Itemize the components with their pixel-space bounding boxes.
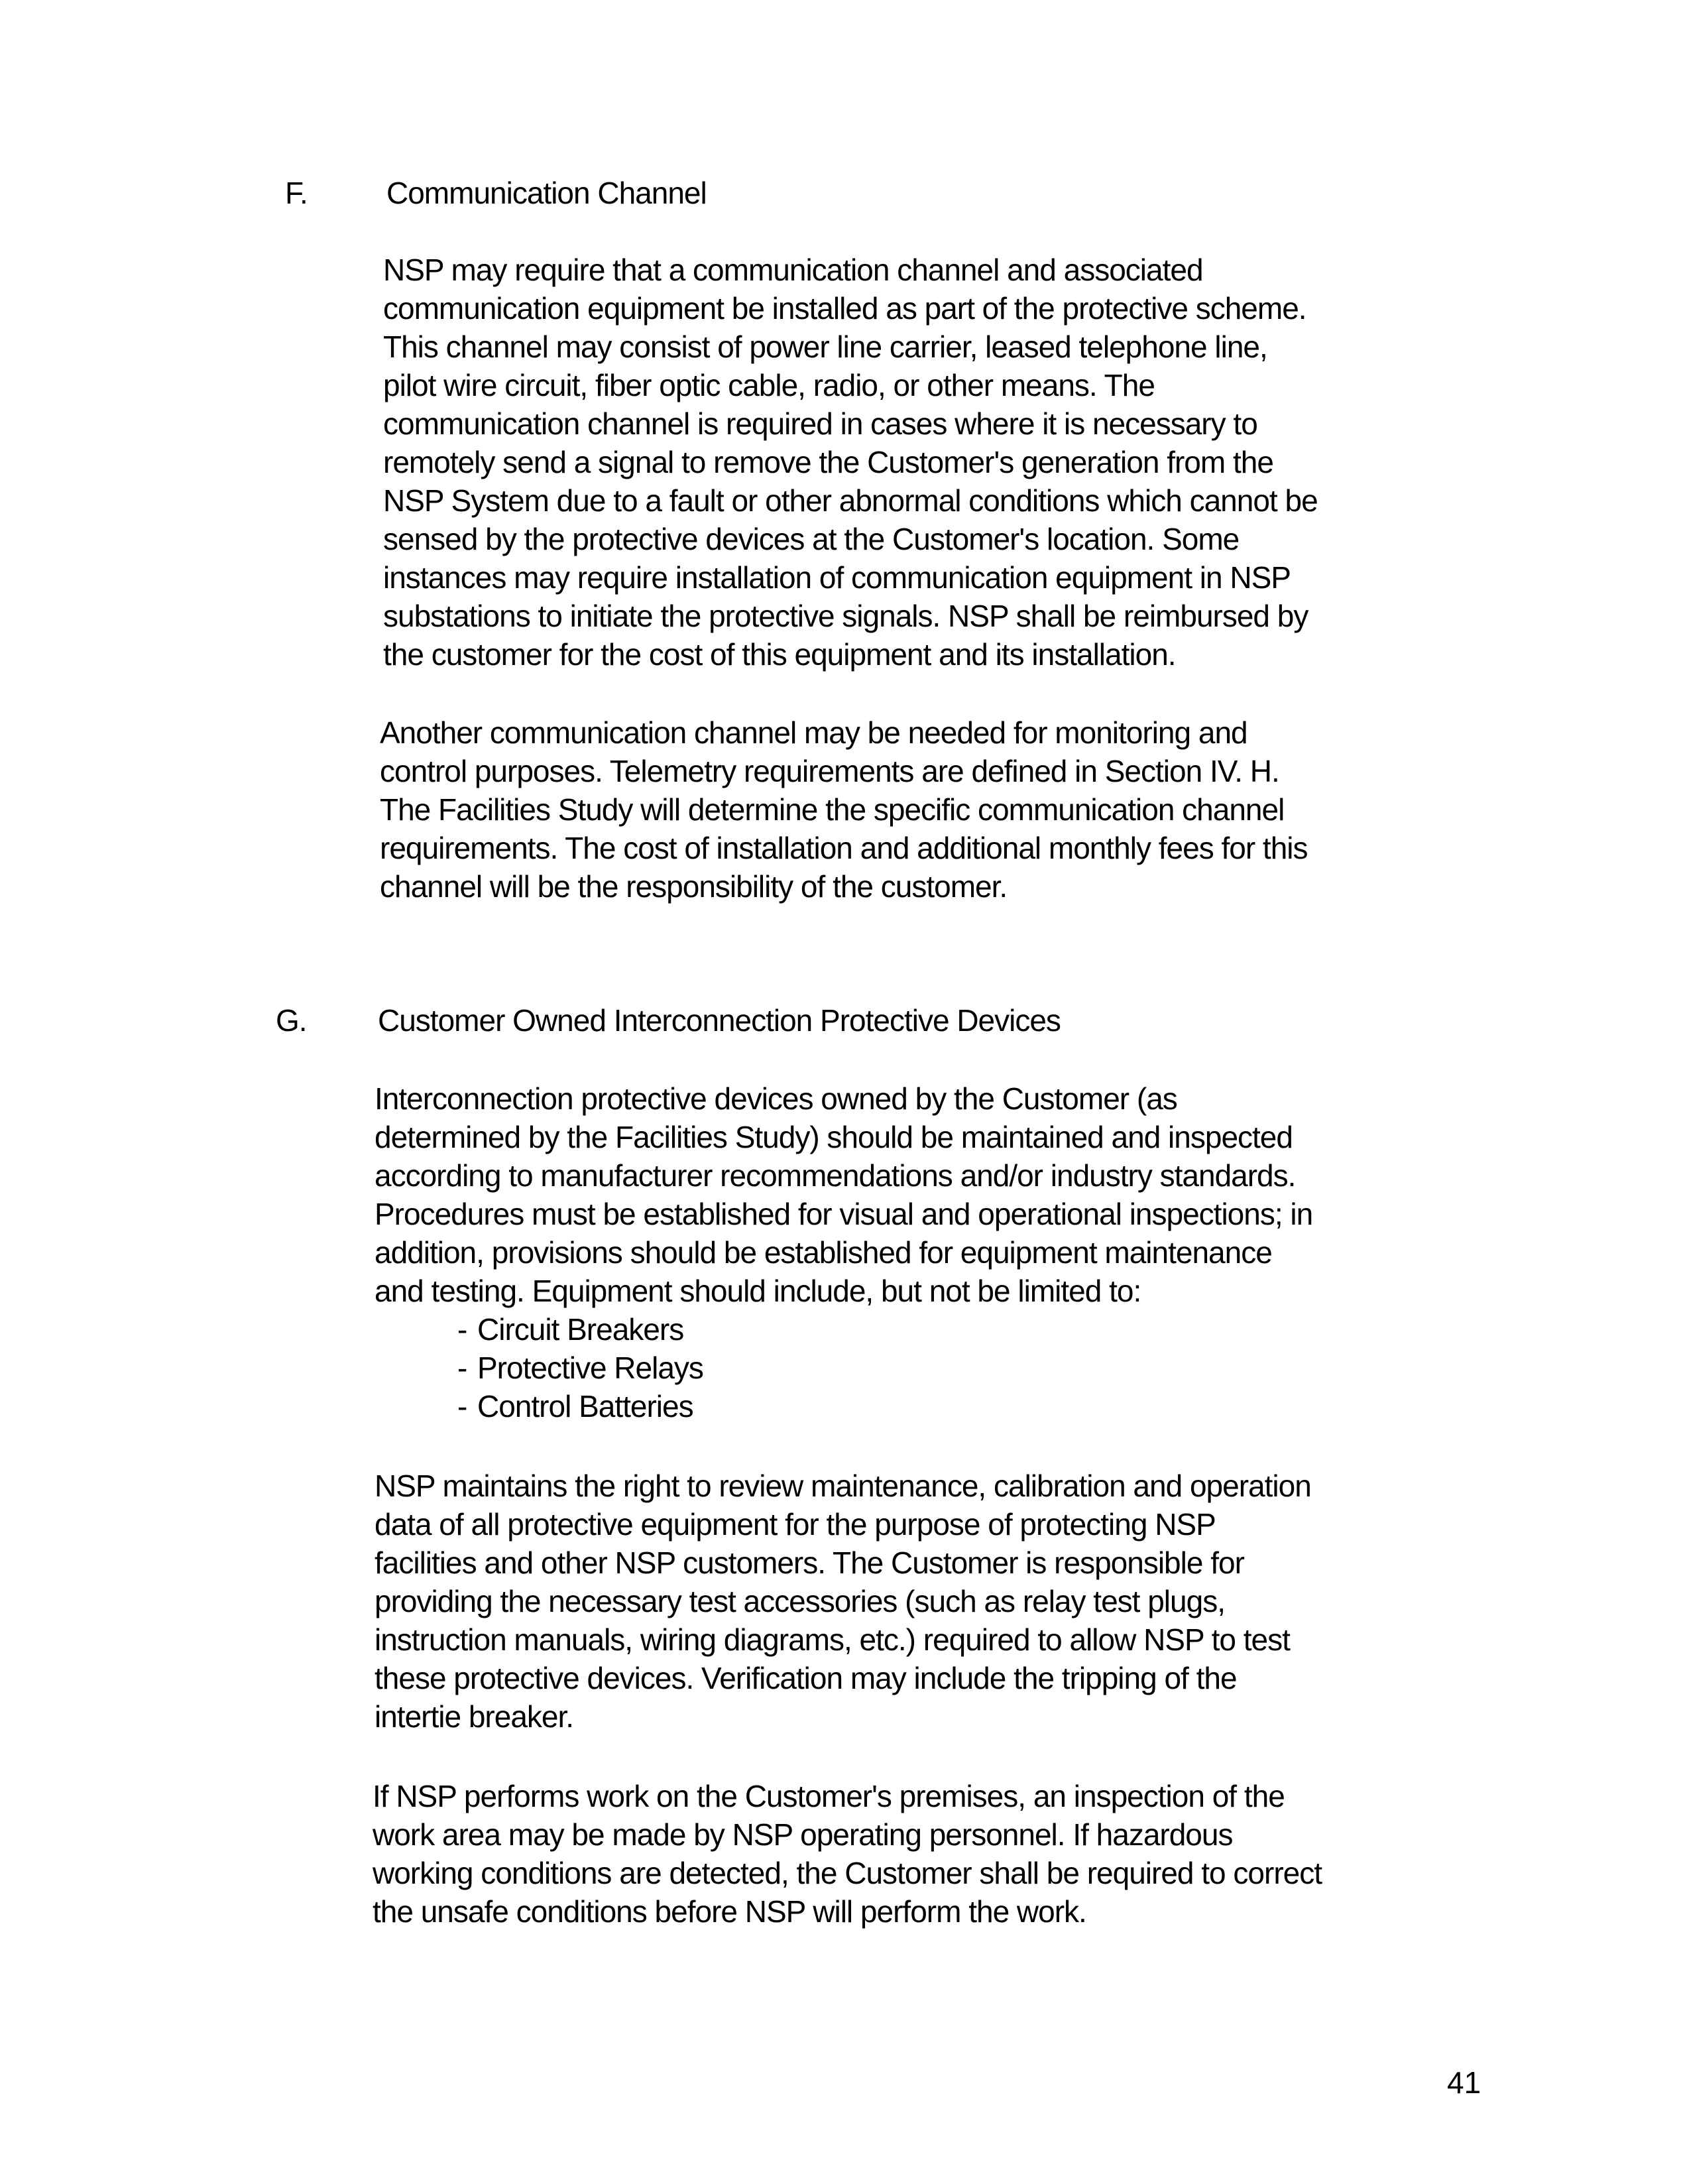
text-line: Procedures must be established for visual and operational inspections; in	[375, 1197, 1313, 1231]
text-line: the unsafe conditions before NSP will perform the work.	[373, 1894, 1086, 1929]
list-item-text: Protective Relays	[477, 1351, 703, 1385]
list-item-text: Circuit Breakers	[477, 1312, 684, 1347]
text-line: facilities and other NSP customers. The Customer is responsible for	[375, 1546, 1244, 1580]
list-item	[457, 1387, 703, 1426]
section-g-paragraph-1	[375, 1079, 1312, 1310]
bullet-dash: -	[457, 1389, 467, 1424]
text-line: channel will be the responsibility of the customer.	[380, 869, 1008, 904]
text-line: Another communication channel may be needed for monitoring and	[380, 715, 1247, 750]
text-line: substations to initiate the protective signals. NSP shall be reimbursed by	[383, 599, 1308, 633]
text-line: This channel may consist of power line carrier, leased telephone line,	[383, 330, 1267, 364]
equipment-list	[457, 1310, 703, 1426]
section-f-letter: F.	[285, 176, 308, 210]
text-line: instances may require installation of communication equipment in NSP	[383, 560, 1291, 595]
text-line: pilot wire circuit, fiber optic cable, radio, or other means. The	[383, 368, 1155, 402]
section-g-paragraph-2	[375, 1467, 1311, 1736]
text-line: data of all protective equipment for the purpose of protecting NSP	[375, 1507, 1216, 1542]
text-line: NSP may require that a communication channel and associated	[383, 253, 1203, 287]
text-line: Interconnection protective devices owned by the Customer (as	[375, 1081, 1177, 1116]
text-line: the customer for the cost of this equipment and its installation.	[383, 637, 1176, 672]
text-line: sensed by the protective devices at the Customer's location. Some	[383, 522, 1240, 556]
list-item-text: Control Batteries	[477, 1389, 693, 1424]
text-line: control purposes. Telemetry requirements are defined in Section IV. H.	[380, 754, 1279, 788]
section-f-paragraph-1	[383, 251, 1318, 674]
list-item	[457, 1310, 703, 1349]
page-number: 41	[1447, 2065, 1481, 2100]
text-line: and testing. Equipment should include, but not be limited to:	[375, 1274, 1141, 1308]
list-item	[457, 1349, 703, 1387]
text-line: determined by the Facilities Study) should be maintained and inspected	[375, 1120, 1293, 1154]
text-line: communication equipment be installed as part of the protective scheme.	[383, 291, 1306, 326]
text-line: NSP System due to a fault or other abnormal conditions which cannot be	[383, 483, 1318, 518]
bullet-dash: -	[457, 1351, 467, 1385]
text-line: NSP maintains the right to review maintenance, calibration and operation	[375, 1469, 1311, 1503]
text-line: requirements. The cost of installation and additional monthly fees for this	[380, 831, 1308, 865]
section-g-paragraph-3	[373, 1777, 1322, 1931]
bullet-dash: -	[457, 1312, 467, 1347]
text-line: according to manufacturer recommendations and/or industry standards.	[375, 1158, 1296, 1193]
text-line: The Facilities Study will determine the specific communication channel	[380, 792, 1285, 827]
text-line: remotely send a signal to remove the Customer's generation from the	[383, 445, 1273, 479]
section-g-heading: Customer Owned Interconnection Protective Devices	[378, 1003, 1061, 1038]
text-line: instruction manuals, wiring diagrams, etc.) required to allow NSP to test	[375, 1622, 1290, 1657]
text-line: communication channel is required in cases where it is necessary to	[383, 406, 1257, 441]
text-line: work area may be made by NSP operating personnel. If hazardous	[373, 1817, 1233, 1852]
text-line: If NSP performs work on the Customer's premises, an inspection of the	[373, 1779, 1285, 1813]
text-line: addition, provisions should be established for equipment maintenance	[375, 1235, 1272, 1270]
text-line: intertie breaker.	[375, 1699, 574, 1734]
text-line: these protective devices. Verification may include the tripping of the	[375, 1661, 1237, 1695]
text-line: working conditions are detected, the Customer shall be required to correct	[373, 1856, 1322, 1890]
text-line: providing the necessary test accessories (such as relay test plugs,	[375, 1584, 1225, 1618]
section-f-paragraph-2	[380, 713, 1308, 906]
section-f-heading: Communication Channel	[386, 176, 707, 210]
section-g-letter: G.	[276, 1003, 307, 1038]
